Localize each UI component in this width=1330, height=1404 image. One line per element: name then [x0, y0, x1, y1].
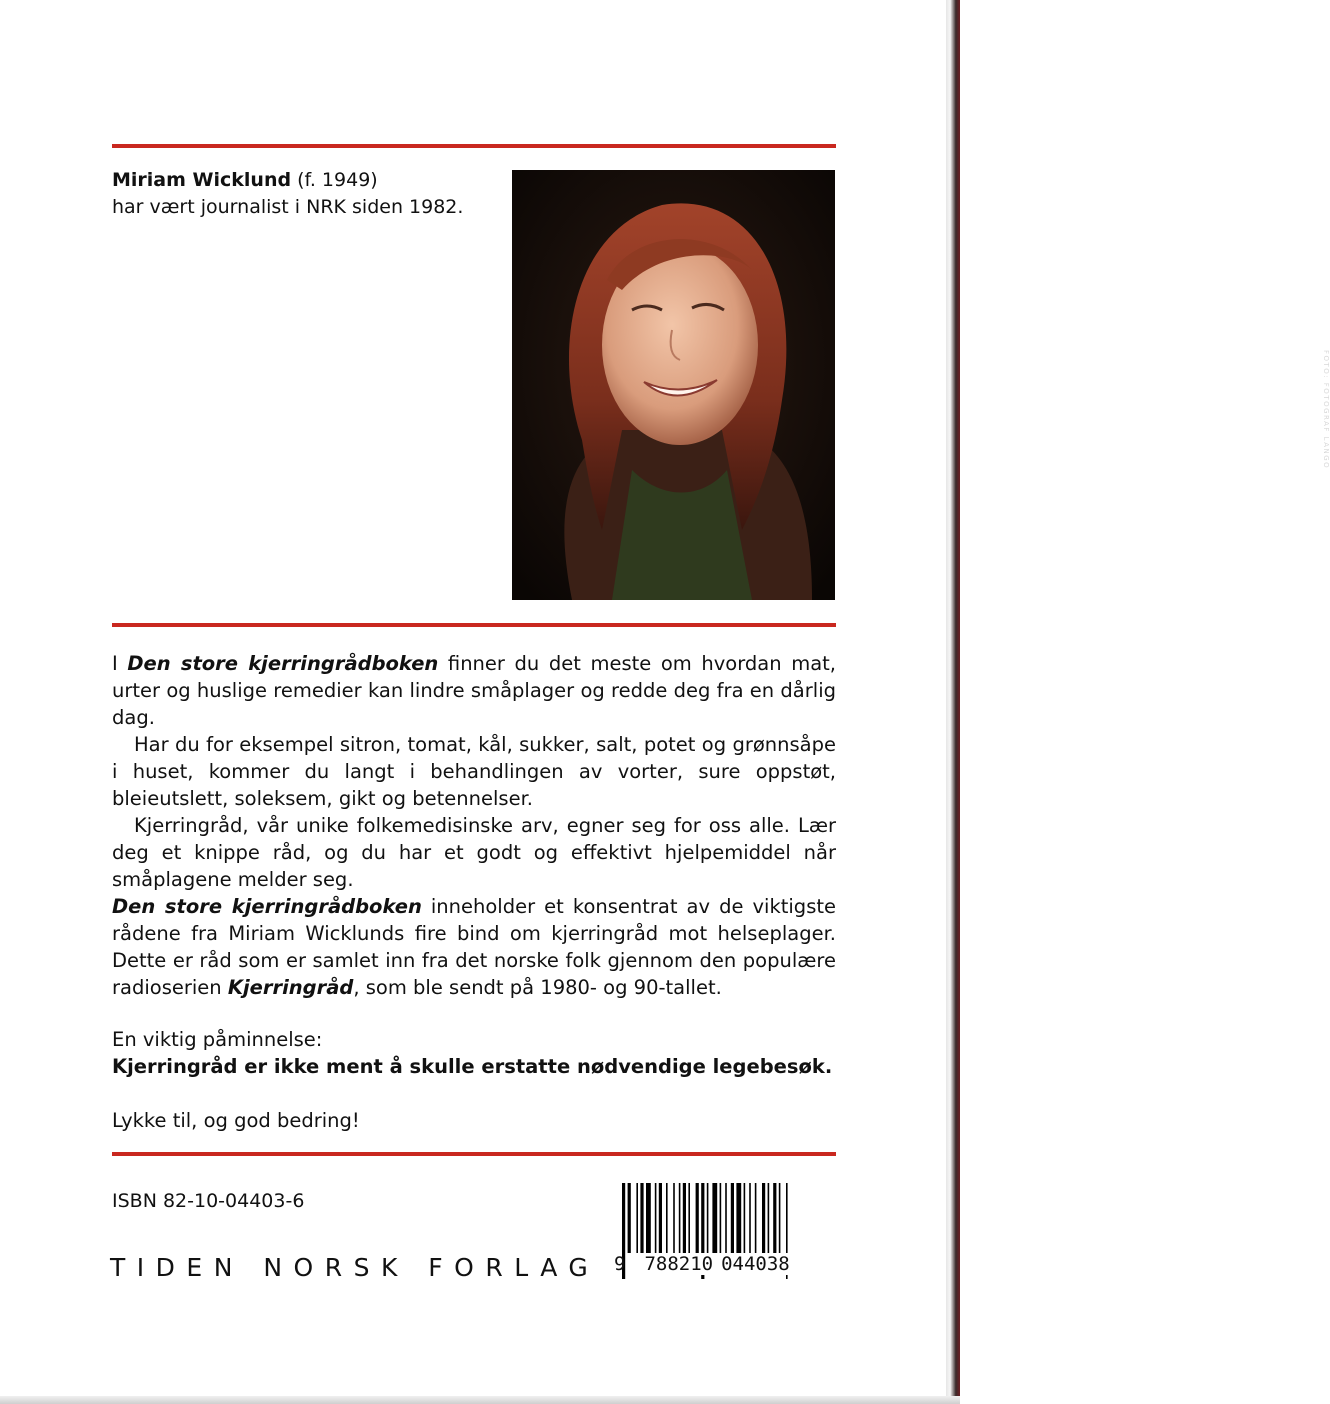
book-title-inline-2: Den store kjerringrådboken — [112, 895, 422, 918]
barcode-bar — [725, 1183, 727, 1253]
barcode-bar — [628, 1183, 631, 1253]
barcode-bar — [659, 1183, 662, 1253]
book-title-inline: Den store kjerringrådboken — [127, 652, 439, 675]
author-name: Miriam Wicklund — [112, 169, 292, 191]
author-portrait-image — [512, 170, 835, 600]
barcode-bar — [646, 1183, 651, 1253]
book-edge-right — [946, 0, 960, 1404]
bottom-rule — [112, 1152, 836, 1156]
description-paragraph-2: Har du for eksempel sitron, tomat, kål, sukker, salt, potet og grønnsåpe i huset, kommer du langt i behandlingen av vorter, sure oppstøt, bleieutslett, soleksem, gikt og betennelser. — [112, 733, 836, 810]
barcode-bar — [720, 1183, 722, 1253]
barcode-bar — [666, 1183, 668, 1253]
barcode-bar — [640, 1183, 643, 1253]
author-career: har vært journalist i NRK siden 1982. — [112, 196, 464, 218]
barcode-bar — [773, 1183, 776, 1253]
closing-text: Lykke til, og god bedring! — [112, 1109, 360, 1132]
author-bio — [112, 167, 463, 221]
contents-text-2: , som ble sendt på 1980- og 90-tallet. — [353, 976, 722, 999]
barcode-bar — [768, 1183, 770, 1253]
isbn: ISBN 82-10-04403-6 — [112, 1190, 305, 1212]
contents-description — [112, 893, 836, 1001]
barcode-bar — [707, 1183, 709, 1253]
barcode-group-1: 788210 — [644, 1253, 714, 1275]
barcode-bar — [736, 1183, 741, 1253]
barcode-bar — [779, 1183, 781, 1253]
barcode-group-2: 044038 — [721, 1253, 790, 1275]
barcode-bar — [683, 1183, 686, 1253]
description-paragraph-3: Kjerringråd, vår unike folkemedisinske arv, egner seg for oss alle. Lær deg et knippe råd, og du har et godt og effektivt hjelpemiddel når småplagene melder seg. — [112, 814, 836, 891]
barcode-bar — [749, 1183, 751, 1253]
barcode-first-digit: 9 — [614, 1253, 626, 1275]
description — [112, 650, 836, 893]
barcode-bar — [762, 1183, 765, 1253]
photo-credit: FOTO: FOTOGRAF LANGO — [1322, 350, 1330, 470]
middle-rule — [112, 623, 836, 627]
barcode-bar — [731, 1183, 734, 1253]
author-name-line — [112, 167, 463, 194]
p1-prefix: I — [112, 652, 128, 675]
barcode-bar — [696, 1183, 699, 1253]
barcode-bar — [673, 1183, 675, 1253]
radio-series-title: Kjerringråd — [227, 976, 354, 999]
contents-paragraph — [112, 893, 836, 1001]
reminder — [112, 1026, 836, 1080]
closing — [112, 1107, 836, 1134]
description-paragraph-1 — [112, 650, 836, 731]
barcode-bar — [679, 1183, 681, 1253]
barcode-bar — [744, 1183, 746, 1253]
reminder-warning: Kjerringråd er ikke ment å skulle erstatte nødvendige legebesøk. — [112, 1055, 833, 1078]
contents-text-1: inneholder et konsentrat av de viktigste rådene fra Miriam Wicklunds fire bind om kjerringråd mot helseplager. Dette er råd som er samlet inn fra det norske folk gjennom den populære radioserien — [112, 895, 836, 999]
barcode-number — [614, 1253, 836, 1275]
top-rule — [112, 144, 836, 148]
author-born: (f. 1949) — [297, 169, 378, 191]
barcode-bar — [655, 1183, 657, 1253]
p1-rest: finner du det meste om hvordan mat, urter og huslige remedier kan lindre småplager og redde deg fra en dårlig dag. — [112, 652, 836, 729]
barcode-bar — [688, 1183, 690, 1253]
publisher: TIDEN NORSK FORLAG — [110, 1253, 600, 1282]
barcode-bar — [755, 1183, 757, 1253]
reminder-intro: En viktig påminnelse: — [112, 1028, 323, 1051]
author-photo — [512, 170, 1330, 600]
book-edge-bottom — [0, 1396, 960, 1404]
barcode-bar — [712, 1183, 717, 1253]
barcode-bar — [636, 1183, 638, 1253]
